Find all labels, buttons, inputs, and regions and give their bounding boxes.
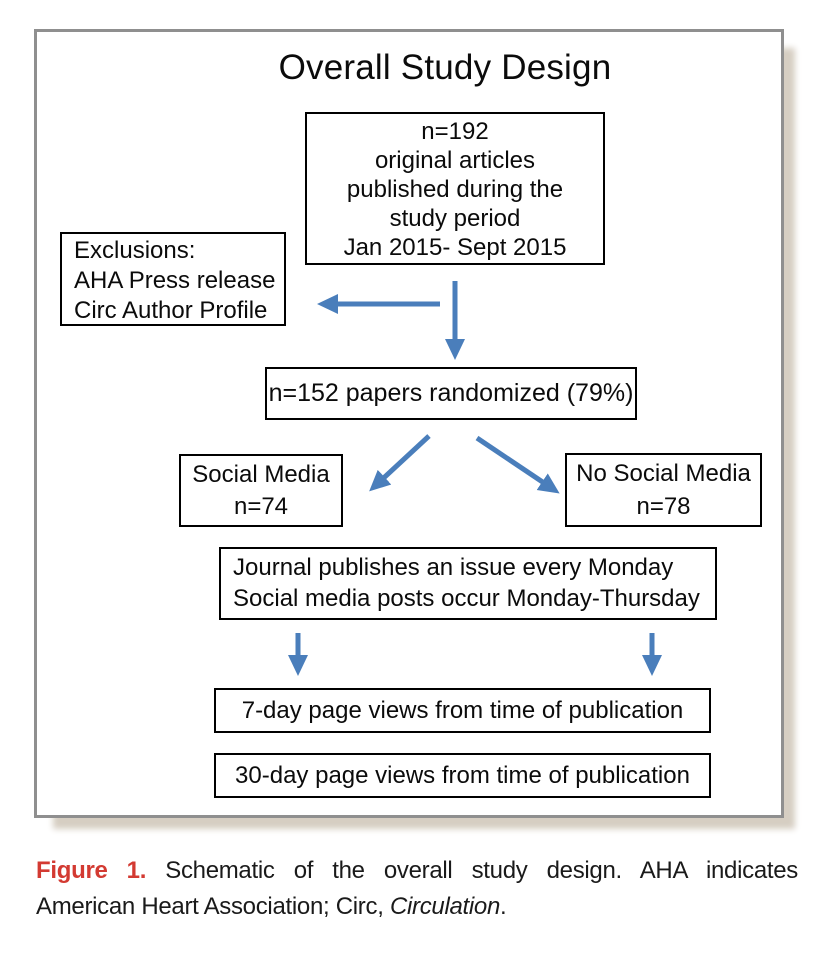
node-line: study period	[389, 205, 521, 232]
diagram-title: Overall Study Design	[278, 48, 612, 87]
node-line: Journal publishes an issue every Monday	[233, 554, 674, 581]
node-line: n=192	[421, 118, 489, 145]
node-line: No Social Media	[576, 460, 751, 487]
node-line: Jan 2015- Sept 2015	[343, 234, 567, 261]
node-line: n=152 papers randomized (79%)	[268, 379, 634, 407]
node-line: Social media posts occur Monday-Thursday	[233, 585, 700, 612]
caption-figure-label: Figure 1.	[36, 857, 147, 884]
caption-line-2	[36, 889, 798, 925]
node-line: 30-day page views from time of publication	[235, 762, 690, 789]
node-original-articles	[305, 112, 605, 265]
node-line: Circ Author Profile	[74, 297, 268, 324]
caption-text: American Heart Association; Circ,	[36, 893, 390, 920]
node-line: AHA Press release	[74, 267, 276, 294]
caption-journal-name: Circulation	[389, 893, 501, 920]
node-exclusions	[60, 232, 286, 326]
node-7day-pageviews	[214, 688, 711, 733]
caption-text: .	[500, 893, 507, 920]
node-line: published during the	[346, 176, 564, 203]
node-randomized	[265, 367, 637, 420]
node-line: 7-day page views from time of publication	[241, 697, 684, 724]
node-journal-schedule	[219, 547, 717, 620]
caption-line-1	[36, 853, 798, 889]
node-line: n=74	[233, 493, 289, 520]
node-line: n=78	[636, 493, 691, 520]
figure-caption	[36, 853, 798, 925]
node-line: Exclusions:	[74, 237, 196, 264]
node-line: original articles	[374, 147, 536, 174]
node-line: Social Media	[192, 461, 330, 488]
caption-text: Schematic of the overall study design. AHA indicates	[165, 857, 798, 884]
node-social-media	[179, 454, 343, 527]
node-30day-pageviews	[214, 753, 711, 798]
node-no-social-media	[565, 453, 762, 527]
